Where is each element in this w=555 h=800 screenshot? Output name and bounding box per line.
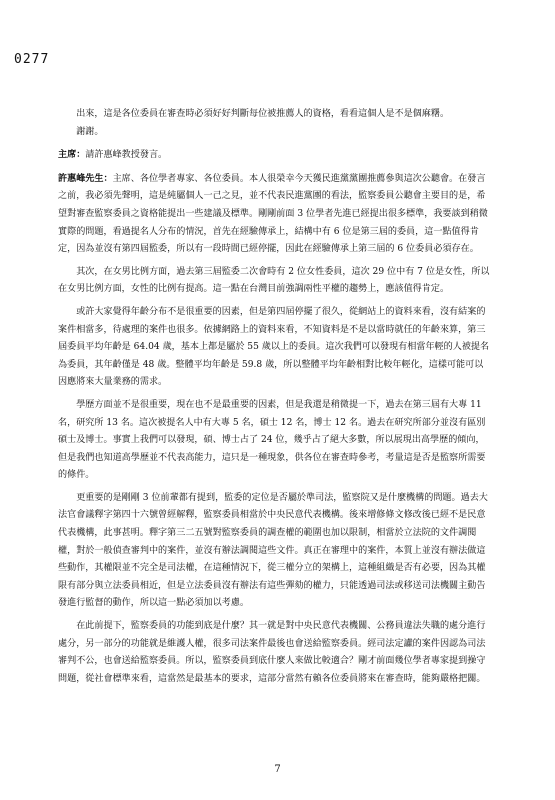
paragraph-text: 出來，這是各位委員在審查時必須好好判斷每位被推薦人的資格，看看這個人是不是個麻糬。 [76,109,450,119]
paragraph [58,124,490,142]
paragraph-text: 或許大家覺得年齡分布不是很重要的因素，但是第四屆停擺了很久，從網站上的資料來看，沒有結案的案件相當多，待處理的案件也很多。依據網路上的資料來看，不知資料是不是以當時就任的年齡來算，第三屆委員平均年齡是 64.04 歲，基本上都是屬於 55 歲以上的委員。這次我們可以發現有相當年輕的人被提名為委員，其年齡僅是 48 歲。整體平均年齡是 59.8 歲，所以整體平均年齡相對比較年輕化，這樣可能可以因應將來大量業務的需求。 [58,306,490,388]
paragraph-text: 在此前提下，監察委員的功能到底是什麼？其一就是對中央民意代表機關、公務員違法失職的處分進行處分，另一部分的功能就是維護人權，很多司法案件最後也會送給監察委員。經司法定讞的案件因認為司法審判不公，也會送給監察委員。所以，監察委員到底什麼人來做比較適合？剛才前面幾位學者專家提到操守問題，從社會標準來看，這當然是最基本的要求，這部分當然有賴各位委員將來在審查時，能夠嚴格把關。 [58,621,486,684]
transcript-body [58,106,490,688]
page-number: 7 [274,764,281,775]
speaker-paragraph [58,146,490,165]
paragraph-text: 謝謝。 [76,126,104,137]
speaker-paragraph [58,170,490,259]
paragraph [58,490,490,613]
speaker-name: 主席： [58,149,86,161]
paragraph [58,397,490,485]
paragraph [58,304,490,392]
paragraph-text: 請許惠峰教授發言。 [85,150,168,161]
document-code: 0277 [14,52,50,67]
paragraph-text: 學歷方面並不是很重要，現在也不是最重要的因素，但是我還是稍微提一下，過去在第三屆有大專 11 名，研究所 13 名。這次被提名人中有大專 5 名，碩士 12 名，博士 12 名。過去在研究所部分並沒有區別碩士及博士。事實上我們可以發現，碩、博士占了 24 位，幾乎占了絕大多數，所以展現出高學歷的傾向，但是我們也知道高學歷並不代表高能力，這只是一種現象，供各位在審查時參考，考量這是否是監察所需要的條件。 [58,399,486,481]
paragraph [58,264,490,299]
paragraph-text: 更重要的是剛剛 3 位前輩都有提到，監委的定位是否屬於準司法，監察院又是什麼機構的問題。過去大法官會議釋字第四十六號曾經解釋，監察委員相當於中央民意代表機構。後來增修條文修改後已經不是民意代表機構，此事甚明。釋字第三二五號對監察委員的調查權的範圍也加以限制，相當於立法院的文件調閱權，對於一般偵查審判中的案件，並沒有辦法調閱這些文件。真正在審理中的案件，本質上並沒有辦法做這些動作，其權限並不完全是司法權，在這種情況下，從三權分立的架構上，這種組織是否有必要，因為其權限有部分與立法委員相近，但是立法委員沒有辦法有這些彈劾的權力，只能透過司法或移送司法機關主動告發進行監督的動作，所以這一點必須加以考慮。 [58,492,488,609]
paragraph [58,618,490,688]
paragraph-text: 其次，在女男比例方面，過去第三屆監委二次會時有 2 位女性委員，這次 29 位中有 7 位是女性，所以在女男比例方面，女性的比例有提高。這一點在台灣目前強調兩性平權的趨勢上，應該值得肯定。 [58,266,490,295]
speaker-name: 許惠峰先生： [58,172,113,184]
paragraph [58,106,490,124]
paragraph-text: 主席、各位學者專家、各位委員。本人很榮幸今天獲民進黨黨團推薦參與這次公聽會。在發言之前，我必須先聲明，這是純屬個人一己之見，並不代表民進黨團的看法，監察委員公聽會主要目的是，希望對審查監察委員之資格能提出一些建議及標準。剛剛前面 3 位學者先進已經提出很多標準，我要談到稍微實際的問題，看過提名人分布的情況，首先在經驗傳承上，結構中有 6 位是第三屆的委員，這一點值得肯定，因為並沒有第四屆監委，所以有一段時間已經停擺，因此在經驗傳承上第三屆的 6 位委員必須存在。 [58,173,488,255]
